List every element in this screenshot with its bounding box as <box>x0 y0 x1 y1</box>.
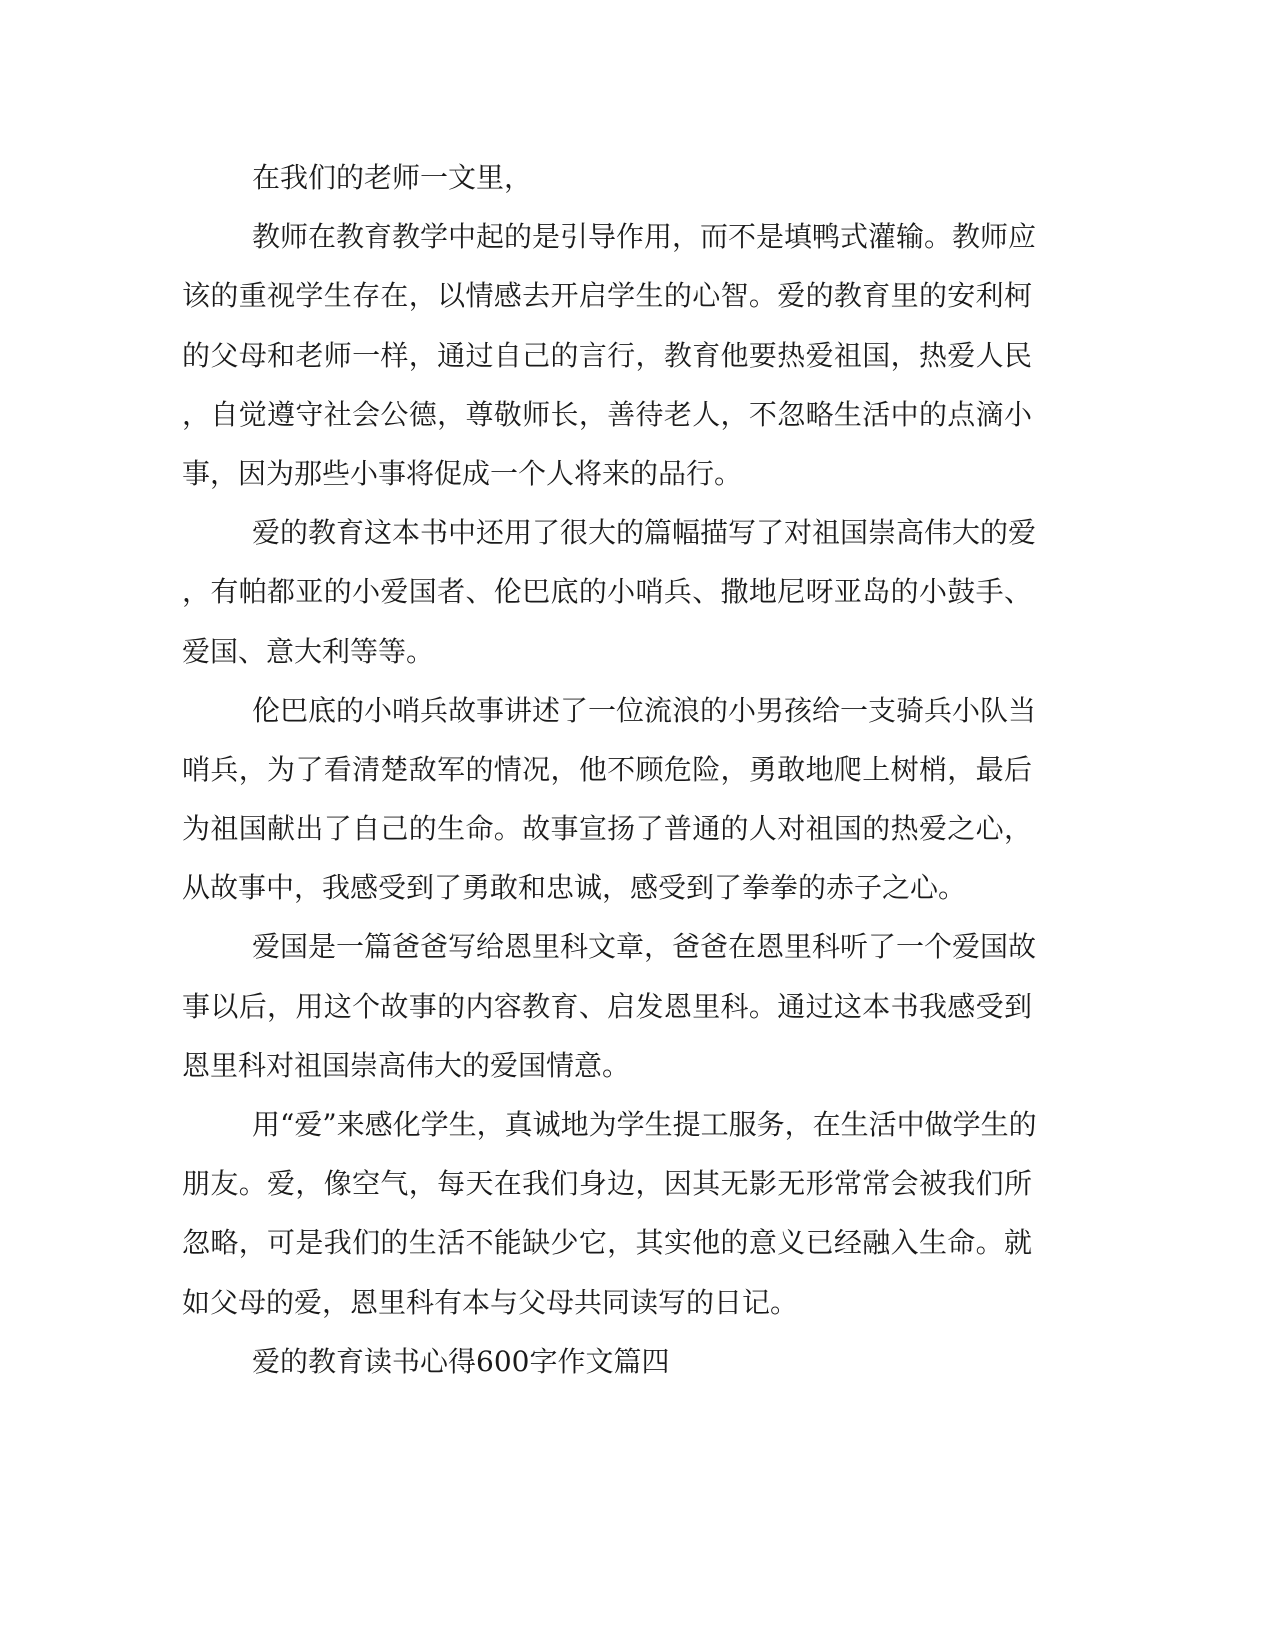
essay-body <box>182 148 1037 1391</box>
text-line: 爱的教育这本书中还用了很大的篇幅描写了对祖国崇高伟大的爱 <box>252 516 1037 550</box>
text-line: 用“爱”来感化学生，真诚地为学生提工服务，在生活中做学生的 <box>252 1108 1037 1141</box>
text-line: 为祖国献出了自己的生命。故事宣扬了普通的人对祖国的热爱之心， <box>182 812 1032 846</box>
text-line: 恩里科对祖国崇高伟大的爱国情意。 <box>182 1048 631 1082</box>
text-line: 该的重视学生存在，以情感去开启学生的心智。爱的教育里的安利柯 <box>182 279 1032 313</box>
text-line: 在我们的老师一文里， <box>252 161 533 194</box>
text-line: 伦巴底的小哨兵故事讲述了一位流浪的小男孩给一支骑兵小队当 <box>252 693 1037 727</box>
text-line: 爱国是一篇爸爸写给恩里科文章，爸爸在恩里科听了一个爱国故 <box>252 930 1037 964</box>
text-line: 的父母和老师一样，通过自己的言行，教育他要热爱祖国，热爱人民 <box>182 338 1032 372</box>
text-line: 如父母的爱，恩里科有本与父母共同读写的日记。 <box>182 1285 799 1319</box>
text-line: 忽略，可是我们的生活不能缺少它，其实他的意义已经融入生命。就 <box>182 1226 1032 1260</box>
text-line: 从故事中，我感受到了勇敢和忠诚，感受到了拳拳的赤子之心。 <box>182 871 967 905</box>
text-line: 事，因为那些小事将促成一个人将来的品行。 <box>182 456 743 490</box>
text-line: 教师在教育教学中起的是引导作用，而不是填鸭式灌输。教师应 <box>252 220 1037 254</box>
section-heading: 爱的教育读书心得600字作文篇四 <box>252 1344 670 1378</box>
text-line: 朋友。爱，像空气，每天在我们身边，因其无影无形常常会被我们所 <box>182 1167 1032 1201</box>
text-line: ，自觉遵守社会公德，尊敬师长，善待老人，不忽略生活中的点滴小 <box>182 397 1032 431</box>
text-line: ，有帕都亚的小爱国者、伦巴底的小哨兵、撒地尼呀亚岛的小鼓手、 <box>182 575 1032 609</box>
text-line: 哨兵，为了看清楚敌军的情况，他不顾危险，勇敢地爬上树梢，最后 <box>182 752 1032 786</box>
text-line: 事以后，用这个故事的内容教育、启发恩里科。通过这本书我感受到 <box>182 989 1032 1023</box>
text-line: 爱国、意大利等等。 <box>182 634 435 668</box>
